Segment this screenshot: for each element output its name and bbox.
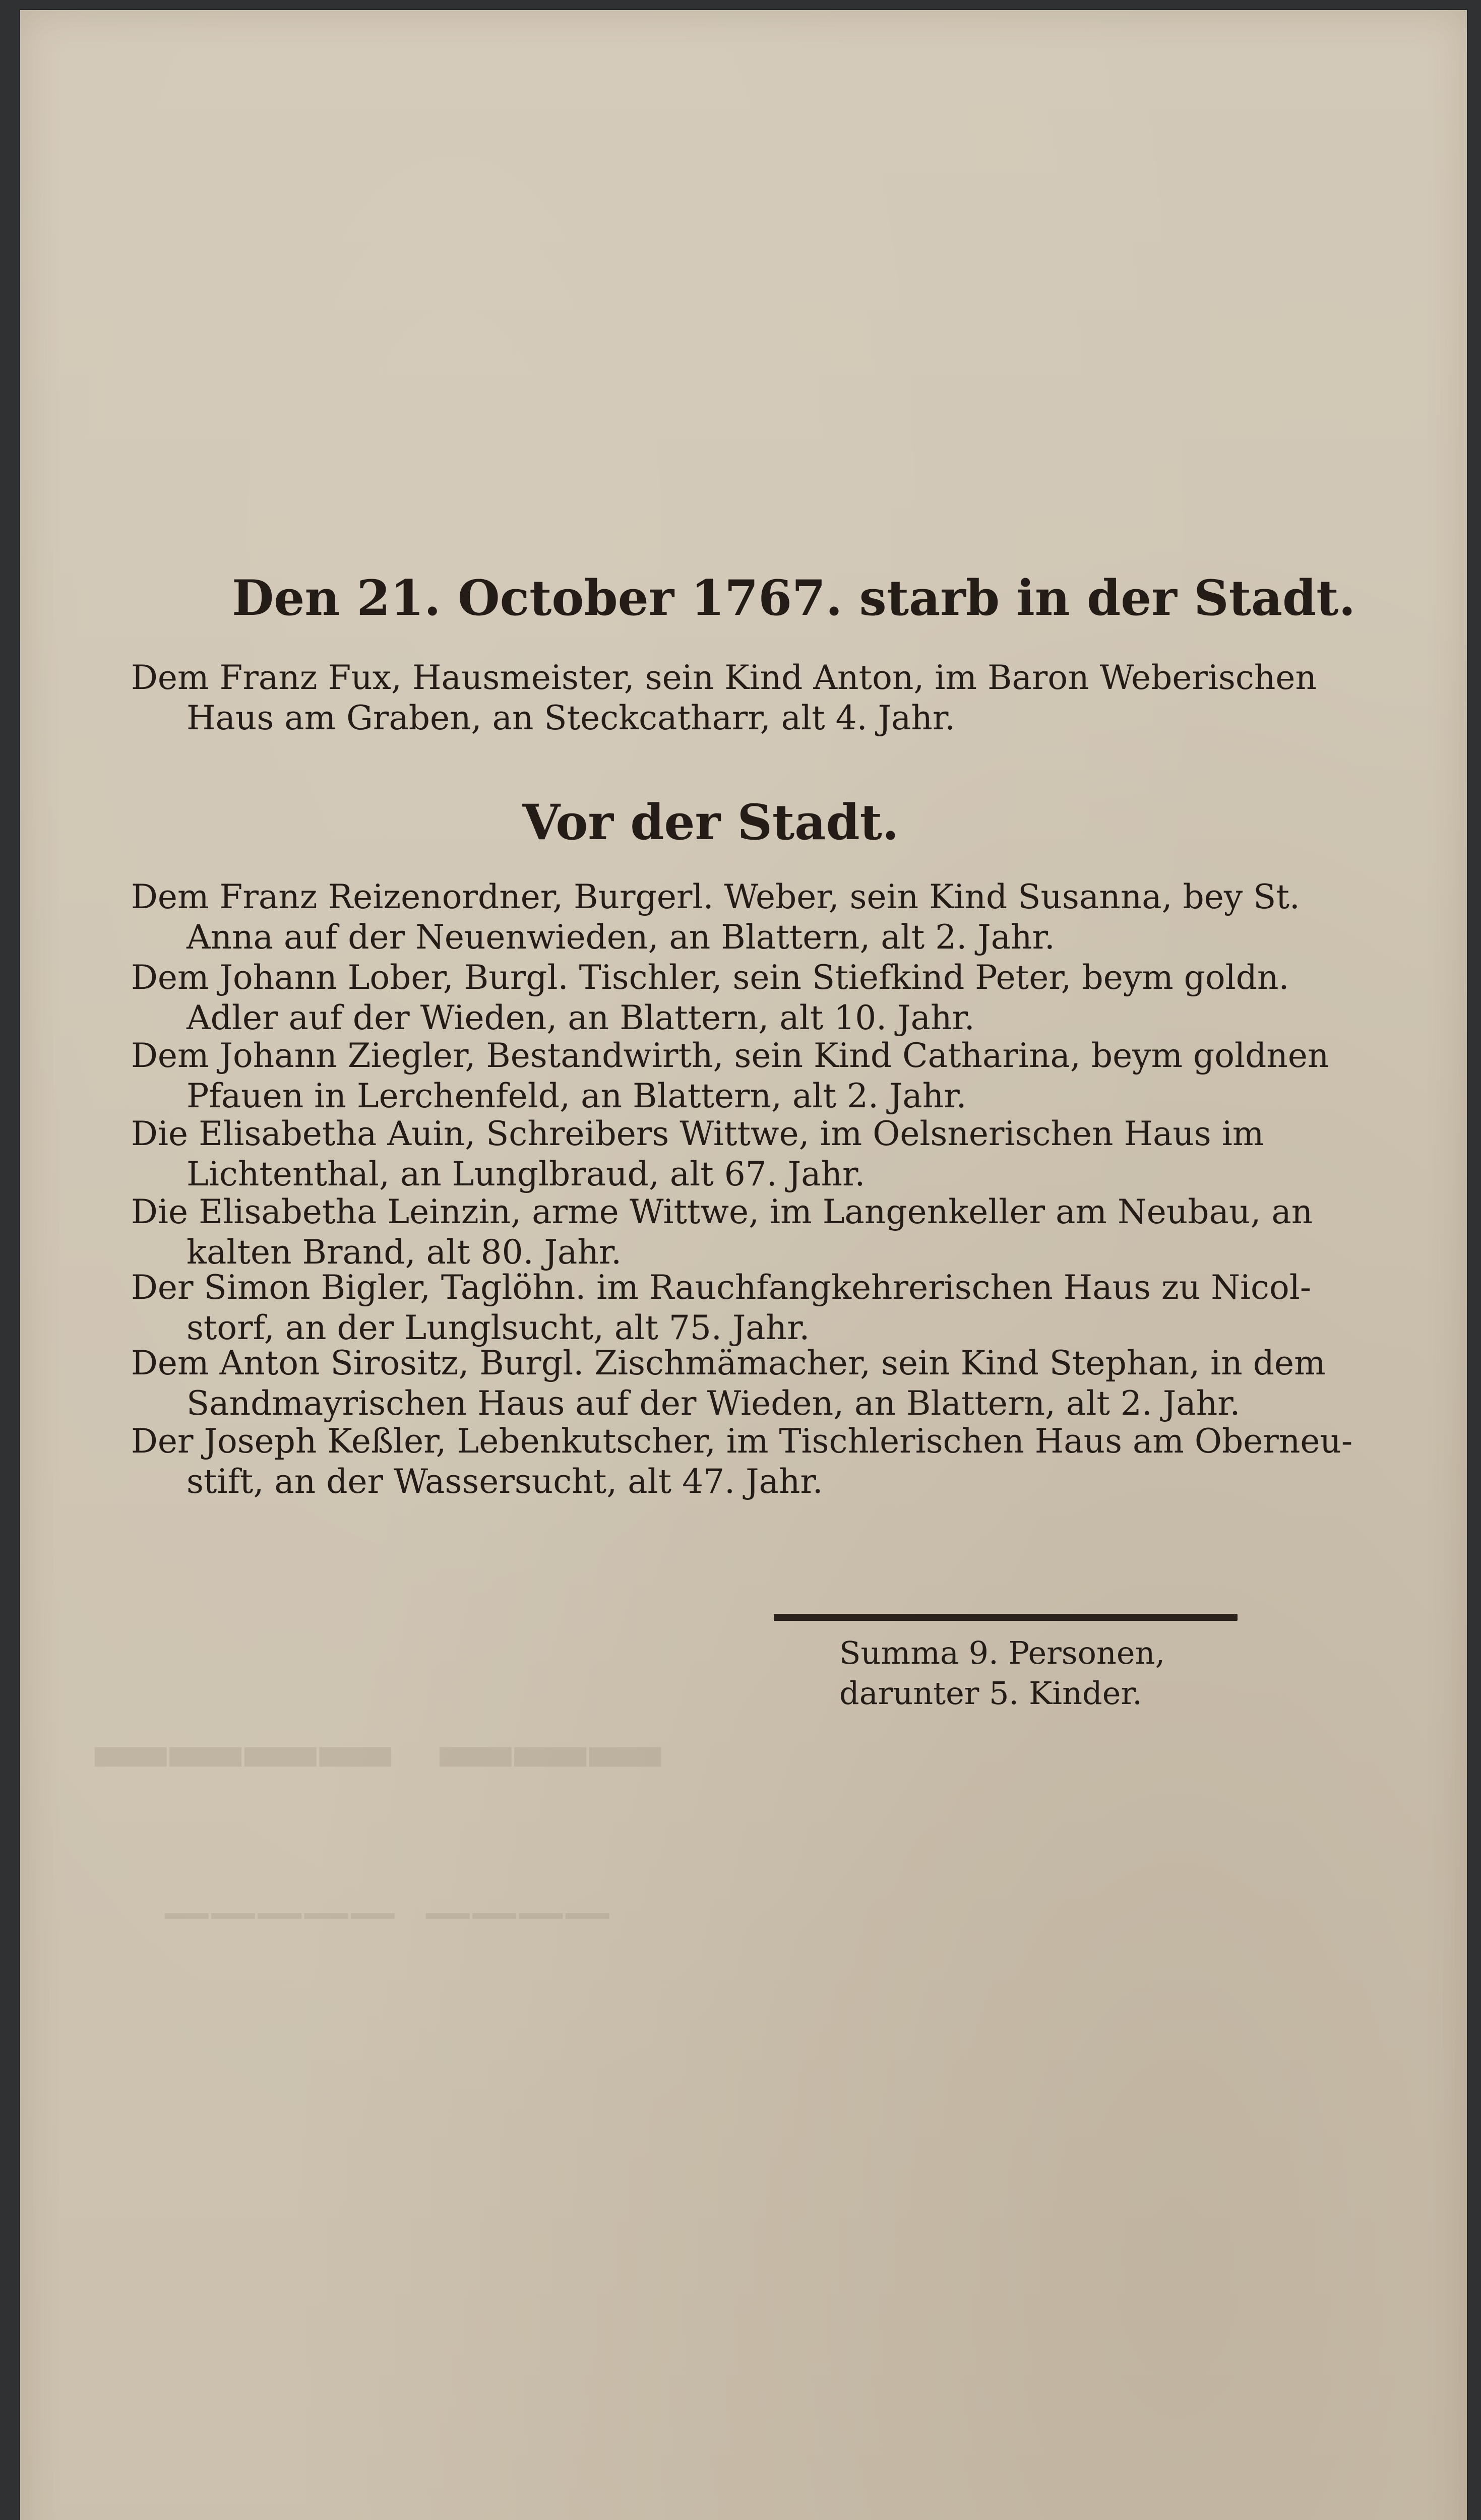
death-register-page: [20, 10, 1467, 2520]
entry-line: Der Simon Bigler, Taglöhn. im Rauchfangkehrerischen Haus zu Nicol-: [131, 1268, 1312, 1307]
entry-line: stift, an der Wassersucht, alt 47. Jahr.: [187, 1462, 823, 1501]
entry-line: Die Elisabetha Leinzin, arme Wittwe, im Langenkeller am Neubau, an: [131, 1192, 1313, 1231]
outside-entry: [131, 1192, 1313, 1273]
entry-line: Pfauen in Lerchenfeld, an Blattern, alt 2. Jahr.: [187, 1077, 967, 1115]
entry-line: Dem Franz Fux, Hausmeister, sein Kind Anton, im Baron Weberischen: [131, 658, 1317, 697]
paper-sheet: [20, 10, 1467, 2520]
entry-line: Die Elisabetha Auin, Schreibers Wittwe, im Oelsnerischen Haus im: [131, 1114, 1264, 1153]
city-entry: [131, 658, 1317, 738]
entry-line: Sandmayrischen Haus auf der Wieden, an Blattern, alt 2. Jahr.: [187, 1384, 1241, 1423]
heading-city: Den 21. October 1767. starb in der Stadt.: [232, 570, 1356, 626]
entry-line: Anna auf der Neuenwieden, an Blattern, alt 2. Jahr.: [187, 918, 1055, 957]
entry-line: Der Joseph Keßler, Lebenkutscher, im Tischlerischen Haus am Oberneu-: [131, 1422, 1353, 1461]
outside-entry: [131, 1421, 1353, 1502]
entry-line: Dem Johann Ziegler, Bestandwirth, sein Kind Catharina, beym goldnen: [131, 1036, 1329, 1075]
outside-entry: [131, 958, 1289, 1038]
entry-line: Dem Anton Sirositz, Burgl. Zischmämacher, sein Kind Stephan, in dem: [131, 1344, 1326, 1382]
entry-line: Dem Franz Reizenordner, Burgerl. Weber, sein Kind Susanna, bey St.: [131, 877, 1300, 916]
bleed-through-ghost-text: ──── ─────: [161, 1875, 609, 1958]
summary-children: darunter 5. Kinder.: [839, 1675, 1142, 1712]
entry-line: Dem Johann Lober, Burgl. Tischler, sein Stiefkind Peter, beym goldn.: [131, 958, 1289, 997]
entry-line: kalten Brand, alt 80. Jahr.: [187, 1233, 622, 1272]
outside-entry: [131, 1114, 1270, 1194]
entry-line: Lichtenthal, an Lunglbraud, alt 67. Jahr.: [187, 1155, 866, 1193]
outside-entry: [131, 877, 1300, 958]
outside-entry: [131, 1268, 1312, 1348]
bleed-through-ghost-text: ━━━ ━━━━: [91, 1688, 660, 1824]
summary-total-persons: Summa 9. Personen,: [839, 1634, 1165, 1671]
heading-outside-city: Vor der Stadt.: [522, 794, 899, 851]
entry-line: Adler auf der Wieden, an Blattern, alt 10. Jahr.: [187, 998, 975, 1037]
outside-entry: [131, 1036, 1329, 1116]
summary-divider-rule: [774, 1614, 1238, 1621]
outside-entry: [131, 1343, 1326, 1424]
entry-line: Haus am Graben, an Steckcatharr, alt 4. Jahr.: [187, 699, 956, 737]
entry-line: storf, an der Lunglsucht, alt 75. Jahr.: [187, 1308, 810, 1347]
